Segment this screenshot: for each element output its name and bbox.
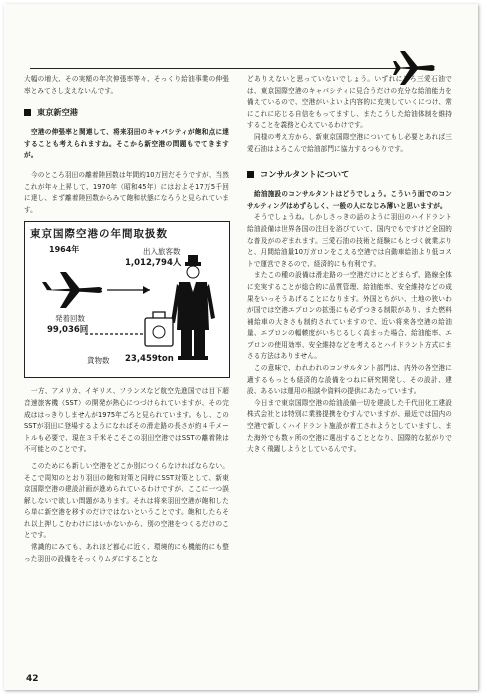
left-column	[24, 74, 229, 565]
intro-paragraph: 大幅の増大、その実額の年次伸張率等々、そっくり給油事業の伸張率とみてさし支えないんです。	[24, 75, 229, 95]
question-paragraph: 給油施設のコンサルタントはどうでしょう。こういう面でのコンサルティングはめずらしく、一般の人になじみ薄いと思いますが。	[247, 190, 452, 210]
header-rule	[30, 68, 400, 69]
section-heading-new-airport: 東京新空港	[24, 107, 229, 118]
cargo-value: 23,459ton	[125, 354, 174, 365]
square-bullet-icon	[24, 109, 31, 116]
passengers-value: 1,012,794人	[125, 258, 182, 269]
answer-paragraph: 今日まで東京国際空港の給油設備一切を建設した千代田化工建設株式会社とは特別に業務提携をむすんでいますが、最近では国内の空港で新しくハイドラント施設が着工されようとしていますし、また海外でも数ヶ所の空港に選出することとなり、国際的な拡がりで大きく飛躍しようとしているんです。	[247, 398, 452, 454]
question-paragraph: 空港の伸張率と関連して、将来羽田のキャパシティが飽和点に達することも考えられますね。そこから新空港の問題もでてきますが。	[24, 128, 229, 160]
figure-title: 東京国際空港の年間取扱数	[30, 228, 168, 241]
departures-label: 発着回数	[55, 314, 85, 324]
cargo-label: 貨物数	[87, 356, 110, 366]
body-paragraph: このためにも新しい空港をどこか別につくらなければならない。そこで周知のとおり羽田の飽和対策と同時にSST対策として、新東京国際空港の建設計画が進められているわけですが、ここに一つ誤解しないで欲しい問題があります。それは将来羽田空港が飽和したら単に新空港を移すのだけではないということです。飽和したらそれ以上押しこむわけにはいかないから、別の空港をつくるだけのことです。	[24, 461, 229, 540]
square-bullet-icon	[247, 171, 254, 178]
figure-year: 1964年	[49, 245, 80, 255]
body-paragraph: 常識的にみても、あれほど都心に近く、環境的にも機能的にも整った羽田の設備をそっくりムダにすることな	[24, 543, 229, 563]
pilot-figure-icon	[171, 255, 215, 360]
luggage-icon	[145, 312, 173, 346]
airplane-icon	[42, 272, 102, 308]
answer-paragraph: またこの種の設備は滑走路の一空港だけにとどまらず、路線全体に充実することが総合的に品質管理、給油能率、安全維持などの成果をいっそうあげることになります。外国とちがい、土地の狭いわが国では空港エプロンの拡張にも必ずつきる制限があり、また燃料補給車の大きさも制約されていますので、近い将来各空港の給油量、エプロンの輻輳度がいちじるしく高まった場合、給油能率、エプロンの使用効率、安全維持などを考えるとハイドラント方式にまさる方法はありません。	[247, 271, 452, 361]
body-paragraph: どありえないと思っていないでしょう。いずれにしろ三愛石油では、東京国際空港のキャパシティに見合うだけの充分な給油能力を備えているので、空港がいよいよ内容的に充実していくにつけ、常にこれに応じる自信をもってますし、またこうした給油体制を維持することを義務と心えているわけです。	[247, 75, 452, 130]
passengers-label: 出入旅客数	[143, 247, 181, 257]
document-page	[4, 4, 478, 690]
page-number: 42	[26, 674, 39, 684]
departures-value: 99,036回	[47, 325, 89, 336]
answer-paragraph: この意味で、われわれのコンサルタント部門は、内外の各空港に適するもっとも経済的な設備をつねに研究開発し、その設計、建設、あるいは運用の相談や資料の提供にあたっています。	[247, 364, 452, 396]
airport-stats-figure	[24, 221, 230, 378]
answer-paragraph: 今のところ羽田の離着陸回数は年間約10万回だそうですが、当然これが年々上昇して、1970年（昭和45年）にはおよそ17万5千回に達し、まず離着陸回数からみて飽和状態になろうと見られています。	[24, 170, 229, 214]
answer-paragraph: そうでしょうね。しかしさっきの話のように羽田のハイドラント給油設備は世界各国の注目を浴びていて、国内でもですけど全国的な普及がのぞまれます。三愛石油の技術と経験にもとづく就業ぶりと、月間給油量10万ガロンをこえる空港では自動車給油より低コストで運営できるので、経済的にも有利です。	[247, 213, 452, 268]
right-column	[247, 74, 452, 456]
body-paragraph: 同様の考え方から、新東京国際空港についてもし必要とあれば三愛石油はよろこんで給油部門に協力するつもりです。	[247, 132, 452, 153]
section-heading-consultant: コンサルタントについて	[247, 169, 452, 180]
body-paragraph: 一方、アメリカ、イギリス、フランスなど航空先進国では目下超音速旅客機（SST）の開発が熱心につづけられていますが、その完成ははっきりしませんが1975年ごろと見られています。もし、このSSTが羽田に登場するようになればその滑走路の長さが約４千メートルも必要で、現在３千米そこそこの羽田空港ではSSTの離着陸は不可能とのことです。	[24, 387, 229, 454]
